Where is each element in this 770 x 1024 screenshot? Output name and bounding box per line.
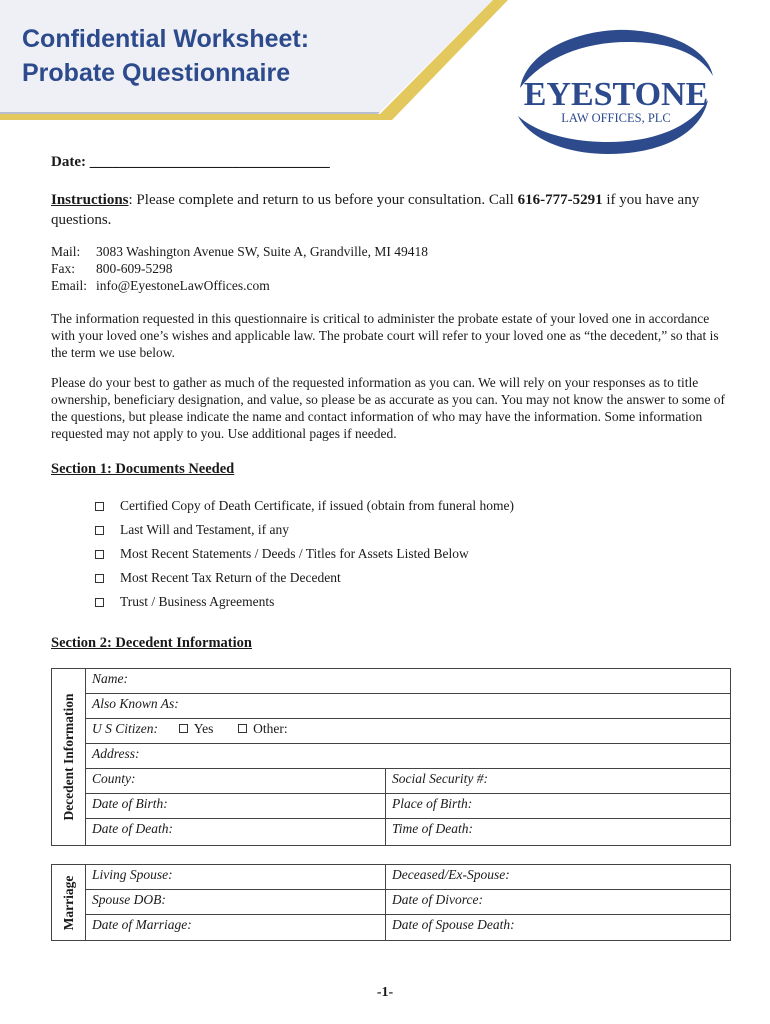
section2-title: Section 2: Decedent Information — [51, 635, 252, 651]
spouse-death-date-field[interactable]: Date of Spouse Death: — [386, 915, 731, 941]
ssn-field[interactable]: Social Security #: — [386, 769, 731, 794]
phone-number: 616-777-5291 — [517, 192, 603, 208]
svg-text:EYESTONE: EYESTONE — [523, 76, 709, 113]
checkbox[interactable] — [95, 550, 104, 559]
page-number: -1- — [376, 985, 394, 1000]
deceased-spouse-field[interactable]: Deceased/Ex-Spouse: — [386, 865, 731, 890]
list-item[interactable]: Most Recent Statements / Deeds / Titles for Assets Listed Below — [95, 542, 514, 566]
pob-field[interactable]: Place of Birth: — [386, 794, 731, 819]
email-address: info@EyestoneLawOffices.com — [96, 278, 270, 293]
mail-address: 3083 Washington Avenue SW, Suite A, Grandville, MI 49418 — [96, 244, 429, 259]
living-spouse-field[interactable]: Living Spouse: — [86, 865, 386, 890]
spouse-dob-field[interactable]: Spouse DOB: — [86, 890, 386, 915]
svg-text:LAW OFFICES, PLC: LAW OFFICES, PLC — [561, 111, 671, 125]
marriage-side-label: Marriage — [52, 865, 86, 941]
divorce-date-field[interactable]: Date of Divorce: — [386, 890, 731, 915]
checkbox[interactable] — [95, 526, 104, 535]
name-field[interactable]: Name: — [86, 669, 731, 694]
instructions: Instructions: Please complete and return to us before your consultation. Call 616-777-5291 if you have any questions. — [51, 192, 700, 228]
guidance-paragraph: Please do your best to gather as much of the requested information as you can. We will rely on your responses as to title ownership, beneficiary designation, and value, so please be as accurate as you can. You may not know the answer to some of the questions, but please indicate the name and contact information of who may have the information. Some information requested may not apply to you. Use additional pages if needed. — [51, 375, 726, 441]
address-field[interactable]: Address: — [86, 744, 731, 769]
fax-number: 800-609-5298 — [96, 261, 173, 276]
dob-field[interactable]: Date of Birth: — [86, 794, 386, 819]
documents-checklist — [95, 494, 514, 614]
list-item[interactable]: Trust / Business Agreements — [95, 590, 514, 614]
dod-field[interactable]: Date of Death: — [86, 819, 386, 846]
date-field[interactable]: Date: ________________________________ — [51, 154, 330, 170]
decedent-info-table — [51, 668, 731, 846]
marriage-date-field[interactable]: Date of Marriage: — [86, 915, 386, 941]
list-item[interactable]: Certified Copy of Death Certificate, if issued (obtain from funeral home) — [95, 494, 514, 518]
checkbox[interactable] — [95, 574, 104, 583]
tod-field[interactable]: Time of Death: — [386, 819, 731, 846]
citizen-field[interactable]: U S Citizen: Yes Other: — [86, 719, 731, 744]
other-checkbox[interactable] — [238, 724, 247, 733]
decedent-side-label: Decedent Information — [52, 669, 86, 846]
section1-title: Section 1: Documents Needed — [51, 461, 235, 477]
aka-field[interactable]: Also Known As: — [86, 694, 731, 719]
checkbox[interactable] — [95, 598, 104, 607]
page-title: Confidential Worksheet: Probate Questionnaire — [22, 25, 310, 87]
intro-paragraph: The information requested in this questionnaire is critical to administer the probate estate of your loved one in accordance with your loved one’s wishes and applicable law. The probate court will refer to your loved one as “the decedent,” so that is the term we use below. — [51, 311, 719, 360]
list-item[interactable]: Last Will and Testament, if any — [95, 518, 514, 542]
eyestone-logo — [508, 28, 718, 156]
checkbox[interactable] — [95, 502, 104, 511]
county-field[interactable]: County: — [86, 769, 386, 794]
marriage-table — [51, 864, 731, 941]
list-item[interactable]: Most Recent Tax Return of the Decedent — [95, 566, 514, 590]
yes-checkbox[interactable] — [179, 724, 188, 733]
contact-info: Mail: 3083 Washington Avenue SW, Suite A, Grandville, MI 49418 Fax: 800-609-5298 Email: info@EyestoneLawOffices.com — [51, 244, 429, 293]
